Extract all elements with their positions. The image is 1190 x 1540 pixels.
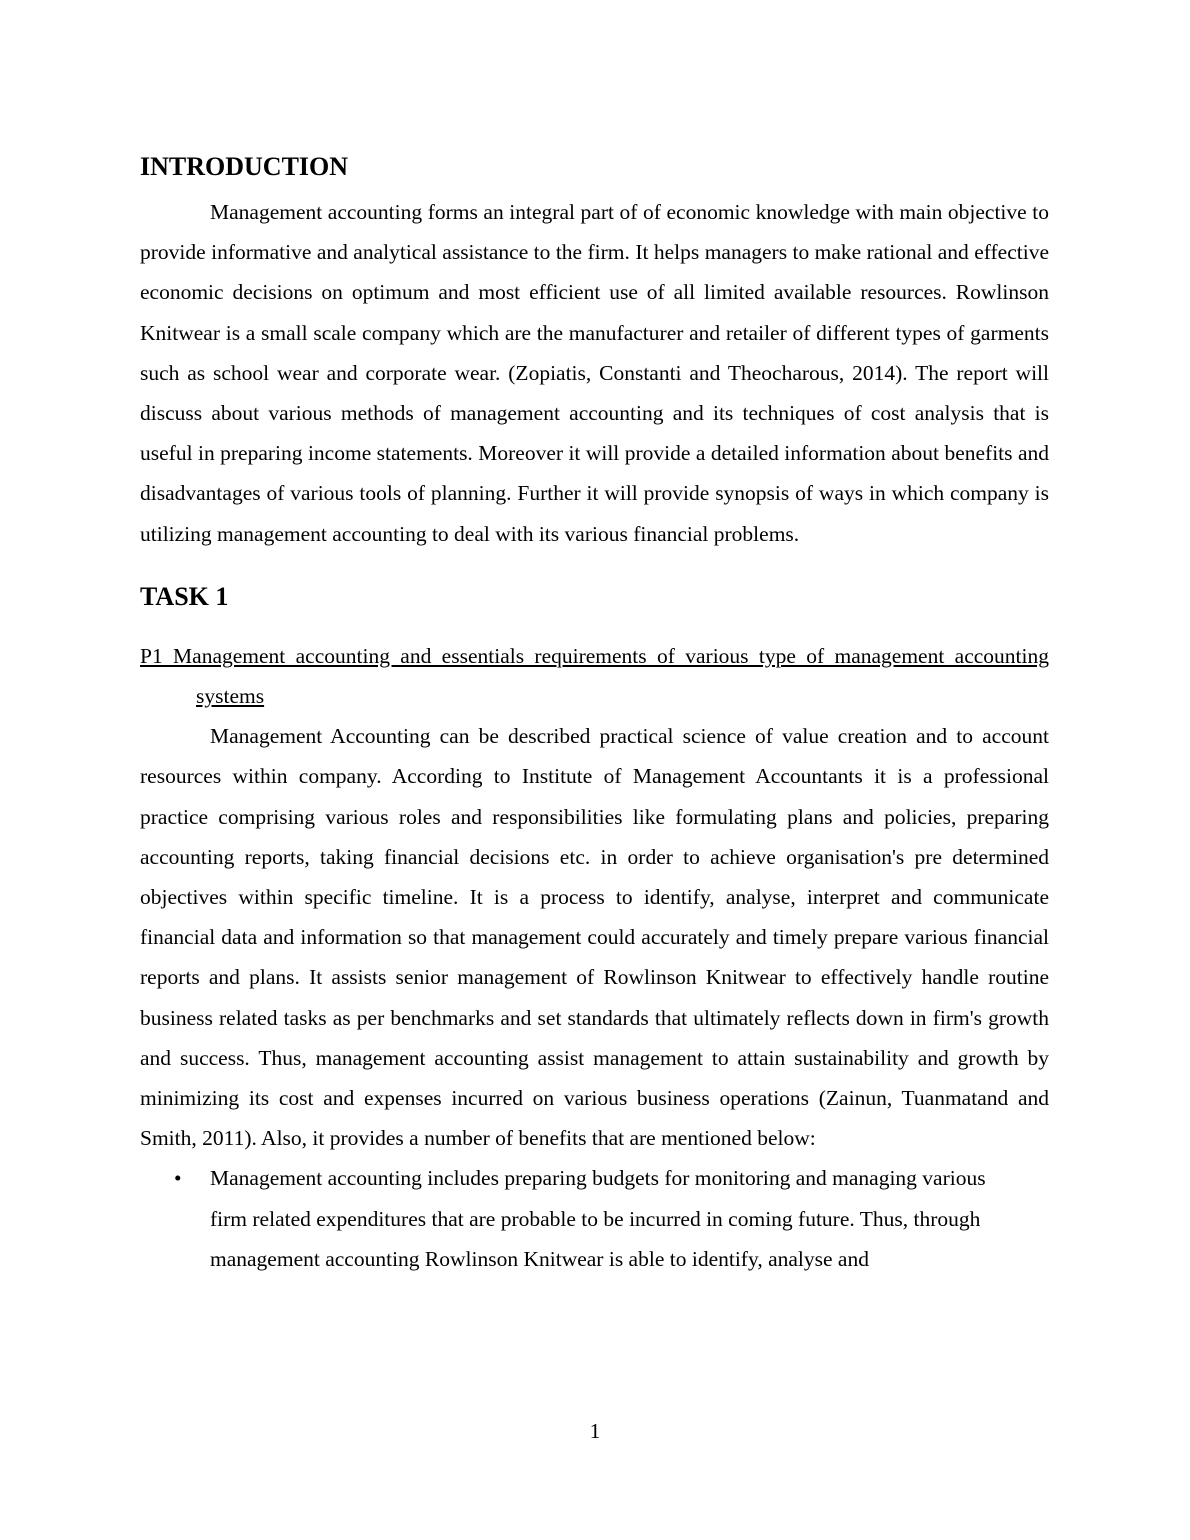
task1-paragraph: Management Accounting can be described practical science of value creation and to account resources within company. According to Institute of Management Accountants it is a professional practice comprising various roles and responsibilities like formulating plans and policies, preparing accounting reports, taking financial decisions etc. in order to achieve organisation's pre determined objectives within specific timeline. It is a process to identify, analyse, interpret and communicate financial data and information so that management could accurately and timely prepare various financial reports and plans. It assists senior management of Rowlinson Knitwear to effectively handle routine business related tasks as per benchmarks and set standards that ultimately reflects down in firm's growth and success. Thus, management accounting assist management to attain sustainability and growth by minimizing its cost and expenses incurred on various business operations (Zainun, Tuanmatand and Smith, 2011). Also, it provides a number of benefits that are mentioned below: <box>140 724 1049 1151</box>
task1-heading: TASK 1 <box>140 581 229 611</box>
benefits-list <box>140 1158 1049 1279</box>
document-page <box>140 150 1049 1279</box>
list-item <box>140 1158 1049 1279</box>
introduction-heading: INTRODUCTION <box>140 152 349 181</box>
bullet-icon: • <box>174 1166 182 1191</box>
p1-subheading: P1 Management accounting and essentials requirements of various type of management accounting systems <box>140 643 1049 709</box>
bullet-text: Management accounting includes preparing budgets for monitoring and managing various firm related expenditures that are probable to be incurred in coming future. Thus, through management accounting Rowlinson Knitwear is able to identify, analyse and <box>210 1166 986 1271</box>
introduction-paragraph: Management accounting forms an integral part of of economic knowledge with main objective to provide informative and analytical assistance to the firm. It helps managers to make rational and effective economic decisions on optimum and most efficient use of all limited available resources. Rowlinson Knitwear is a small scale company which are the manufacturer and retailer of different types of garments such as school wear and corporate wear. (Zopiatis, Constanti and Theocharous, 2014). The report will discuss about various methods of management accounting and its techniques of cost analysis that is useful in preparing income statements. Moreover it will provide a detailed information about benefits and disadvantages of various tools of planning. Further it will provide synopsis of ways in which company is utilizing management accounting to deal with its various financial problems. <box>140 200 1049 546</box>
page-number: 1 <box>589 1419 601 1443</box>
